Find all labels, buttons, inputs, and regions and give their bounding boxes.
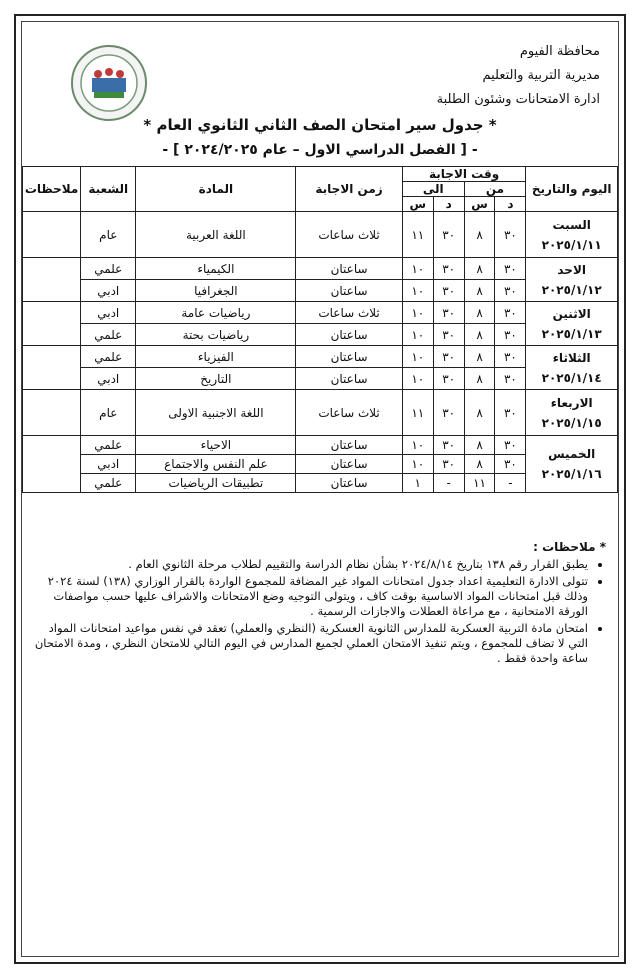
day-cell: الاثنين ٢٠٢٥/١/١٣ — [526, 302, 618, 346]
header-from-hour: س — [464, 197, 495, 212]
branch-cell: عام — [81, 212, 136, 258]
subject-cell: الجغرافيا — [136, 280, 296, 302]
duration-cell: ساعتان — [296, 436, 403, 455]
day-cell: الخميس ٢٠٢٥/١/١٦ — [526, 436, 618, 493]
from-hour-cell: ٨ — [464, 302, 495, 324]
duration-cell: ساعتان — [296, 258, 403, 280]
subject-cell: الاحياء — [136, 436, 296, 455]
from-hour-cell: ١١ — [464, 474, 495, 493]
to-minute-cell: ٣٠ — [433, 368, 464, 390]
from-hour-cell: ٨ — [464, 258, 495, 280]
header-day-date: اليوم والتاريخ — [526, 167, 618, 212]
from-hour-cell: ٨ — [464, 346, 495, 368]
header-notes: ملاحظات — [23, 167, 81, 212]
note-item: • تتولى الادارة التعليمية اعداد جدول امتحانات المواد غير المضافة للمجموع الواردة بالقرار الوزاري (١٣٨) لسنة ٢٠٢٤ وذلك قبل امتحانات المواد الاساسية بوقت كاف ، ويتولى التوجيه وضع الامتحانات والاشراف عليها حسب مواصفات الورقة الامتحانية ، مع مراعاة العطلات والاجازات الرسمية . — [28, 574, 588, 619]
to-hour-cell: ١١ — [402, 390, 433, 436]
to-minute-cell: ٣٠ — [433, 280, 464, 302]
subject-cell: اللغة العربية — [136, 212, 296, 258]
day-cell: الاربعاء ٢٠٢٥/١/١٥ — [526, 390, 618, 436]
notes-cell — [23, 346, 81, 390]
to-hour-cell: ١٠ — [402, 436, 433, 455]
directorate-label: مديرية التربية والتعليم — [482, 68, 600, 83]
from-minute-cell: ٣٠ — [495, 436, 526, 455]
branch-cell: علمي — [81, 346, 136, 368]
duration-cell: ساعتان — [296, 368, 403, 390]
duration-cell: ثلاث ساعات — [296, 302, 403, 324]
from-hour-cell: ٨ — [464, 368, 495, 390]
page-title: * جدول سير امتحان الصف الثاني الثانوي العام * — [143, 116, 497, 134]
subject-cell: رياضيات عامة — [136, 302, 296, 324]
duration-cell: ساعتان — [296, 474, 403, 493]
subject-cell: الكيمياء — [136, 258, 296, 280]
from-minute-cell: ٣٠ — [495, 212, 526, 258]
branch-cell: ادبي — [81, 280, 136, 302]
header-branch: الشعبة — [81, 167, 136, 212]
branch-cell: علمي — [81, 474, 136, 493]
branch-cell: ادبي — [81, 368, 136, 390]
from-hour-cell: ٨ — [464, 280, 495, 302]
to-hour-cell: ١١ — [402, 212, 433, 258]
to-hour-cell: ١٠ — [402, 455, 433, 474]
from-hour-cell: ٨ — [464, 455, 495, 474]
from-hour-cell: ٨ — [464, 436, 495, 455]
header-to-hour: س — [402, 197, 433, 212]
notes-section — [28, 540, 606, 668]
subject-cell: رياضيات بحتة — [136, 324, 296, 346]
page-subtitle: - [ الفصل الدراسي الاول – عام ٢٠٢٤/٢٠٢٥ ] - — [162, 142, 478, 158]
to-minute-cell: ٣٠ — [433, 302, 464, 324]
to-hour-cell: ١٠ — [402, 324, 433, 346]
notes-cell — [23, 212, 81, 258]
to-minute-cell: ٣٠ — [433, 390, 464, 436]
from-hour-cell: ٨ — [464, 390, 495, 436]
header-subject: المادة — [136, 167, 296, 212]
duration-cell: ثلاث ساعات — [296, 212, 403, 258]
from-minute-cell: ٣٠ — [495, 258, 526, 280]
notes-title: * ملاحظات : — [533, 540, 606, 554]
branch-cell: عام — [81, 390, 136, 436]
note-item: • امتحان مادة التربية العسكرية للمدارس الثانوية العسكرية (النظري والعملي) تعقد في نفس مواعيد امتحانات المواد التي لا تضاف للمجموع ، ويتم تنفيذ الامتحان العملي لجميع المدارس في اليوم التالي للامتحان النظري ، ومدة الامتحان ساعة واحدة فقط . — [28, 621, 588, 666]
notes-list — [28, 557, 606, 666]
to-hour-cell: ١٠ — [402, 346, 433, 368]
duration-cell: ثلاث ساعات — [296, 390, 403, 436]
subject-cell: علم النفس والاجتماع — [136, 455, 296, 474]
to-minute-cell: ٣٠ — [433, 212, 464, 258]
from-minute-cell: ٣٠ — [495, 455, 526, 474]
duration-cell: ساعتان — [296, 455, 403, 474]
day-cell: الثلاثاء ٢٠٢٥/١/١٤ — [526, 346, 618, 390]
subject-cell: الفيزياء — [136, 346, 296, 368]
note-item: • يطبق القرار رقم ١٣٨ بتاريخ ٢٠٢٤/٨/١٤ بشأن نظام الدراسة والتقييم لطلاب مرحلة الثانوي العام . — [28, 557, 588, 572]
header-to: الى — [402, 182, 464, 197]
to-minute-cell: ٣٠ — [433, 455, 464, 474]
governorate-label: محافظة الفيوم — [519, 44, 600, 59]
notes-cell — [23, 436, 81, 493]
duration-cell: ساعتان — [296, 324, 403, 346]
to-minute-cell: ٣٠ — [433, 436, 464, 455]
branch-cell: ادبي — [81, 455, 136, 474]
from-minute-cell: ٣٠ — [495, 390, 526, 436]
to-hour-cell: ١ — [402, 474, 433, 493]
exam-schedule-table — [22, 166, 618, 493]
to-hour-cell: ١٠ — [402, 280, 433, 302]
notes-cell — [23, 302, 81, 346]
ministry-logo-icon — [70, 44, 148, 122]
from-minute-cell: ٣٠ — [495, 368, 526, 390]
branch-cell: علمي — [81, 436, 136, 455]
duration-cell: ساعتان — [296, 280, 403, 302]
header-duration: زمن الاجابة — [296, 167, 403, 212]
to-hour-cell: ١٠ — [402, 258, 433, 280]
day-cell: السبت ٢٠٢٥/١/١١ — [526, 212, 618, 258]
header-from: من — [464, 182, 526, 197]
subject-cell: تطبيقات الرياضيات — [136, 474, 296, 493]
from-hour-cell: ٨ — [464, 324, 495, 346]
day-cell: الاحد ٢٠٢٥/١/١٢ — [526, 258, 618, 302]
to-hour-cell: ١٠ — [402, 302, 433, 324]
header-from-minute: د — [495, 197, 526, 212]
to-minute-cell: ٣٠ — [433, 324, 464, 346]
to-minute-cell: ٣٠ — [433, 346, 464, 368]
from-hour-cell: ٨ — [464, 212, 495, 258]
header-to-minute: د — [433, 197, 464, 212]
from-minute-cell: ٣٠ — [495, 346, 526, 368]
from-minute-cell: ٣٠ — [495, 280, 526, 302]
to-minute-cell: ٣٠ — [433, 258, 464, 280]
from-minute-cell: ٣٠ — [495, 302, 526, 324]
notes-cell — [23, 258, 81, 302]
from-minute-cell: ٣٠ — [495, 324, 526, 346]
department-label: ادارة الامتحانات وشئون الطلبة — [436, 92, 600, 107]
to-hour-cell: ١٠ — [402, 368, 433, 390]
header-answer-time: وقت الاجابة — [402, 167, 526, 182]
from-minute-cell: - — [495, 474, 526, 493]
subject-cell: اللغة الاجنبية الاولى — [136, 390, 296, 436]
branch-cell: علمي — [81, 258, 136, 280]
branch-cell: علمي — [81, 324, 136, 346]
notes-cell — [23, 390, 81, 436]
branch-cell: ادبي — [81, 302, 136, 324]
to-minute-cell: - — [433, 474, 464, 493]
header-block — [437, 40, 600, 112]
subject-cell: التاريخ — [136, 368, 296, 390]
duration-cell: ساعتان — [296, 346, 403, 368]
